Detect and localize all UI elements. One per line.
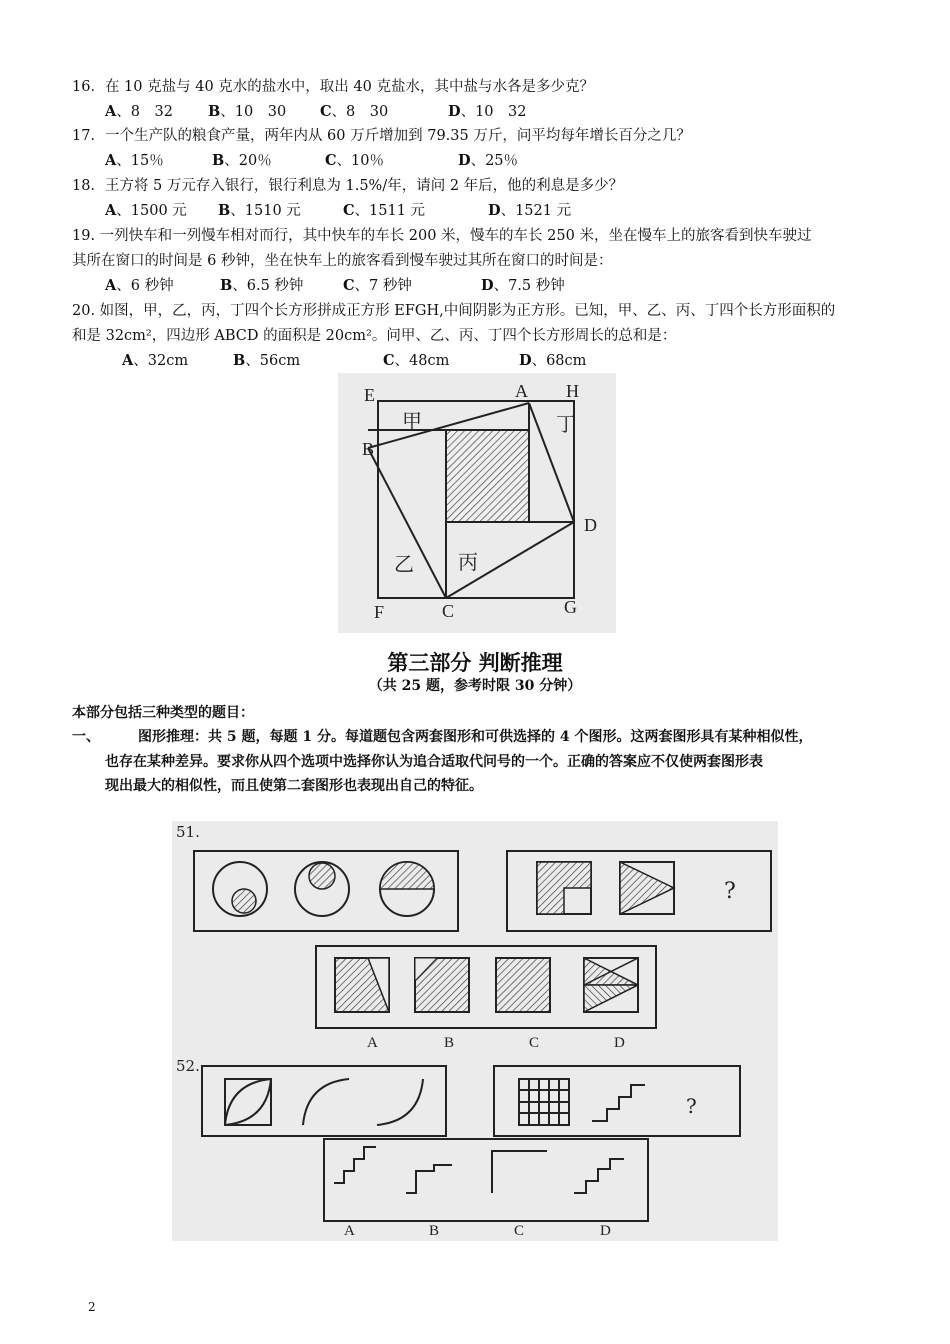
q17-text: 17．一个生产队的粮食产量，两年内从 60 万斤增加到 79.35 万斤，问平均每年增长百分之几？	[72, 128, 691, 144]
q19-option-c: C、7 秒钟	[343, 277, 412, 294]
label-ding: 丁	[556, 412, 576, 436]
q20-figure	[338, 373, 616, 633]
q19-option-b: B、6.5 秒钟	[220, 277, 304, 294]
q52-label-d: D	[600, 1223, 611, 1239]
q52-label-a: A	[344, 1223, 355, 1239]
section-intro: 本部分包括三种类型的题目：	[72, 705, 254, 721]
item-line-3: 现出最大的相似性，而且使第二套图形也表现出自己的特征。	[105, 778, 483, 794]
q51-label-a: A	[367, 1035, 378, 1051]
q18-text: 18．王方将 5 万元存入银行，银行利息为 1.5%/年，请问 2 年后，他的利息是多少？	[72, 178, 624, 194]
item-number: 一、	[72, 729, 100, 745]
q17-option-b: B、20％	[212, 152, 272, 169]
label-jia: 甲	[402, 409, 422, 433]
section-title: 第三部分 判断推理	[387, 650, 563, 675]
q18-option-c: C、1511 元	[343, 202, 426, 219]
q19-text-line1: 19. 一列快车和一列慢车相对而行，其中快车的车长 200 米，慢车的车长 250 米，坐在慢车上的旅客看到快车驶过	[72, 228, 812, 244]
q18-option-d: D、1521 元	[488, 202, 572, 219]
item-line-1: 图形推理：共 5 题，每题 1 分。每道题包含两套图形和可供选择的 4 个图形。这两套图形具有某种相似性，	[138, 729, 813, 745]
page-number: 2	[88, 1300, 96, 1314]
label-b: B	[362, 439, 375, 459]
q51-number: 51.	[176, 823, 200, 841]
q16-option-d: D、10 32	[448, 103, 527, 120]
q51-label-b: B	[444, 1035, 455, 1051]
section-subtitle: （共 25 题，参考时限 30 分钟）	[368, 678, 582, 694]
label-d: D	[584, 515, 597, 535]
label-h: H	[566, 381, 579, 401]
q17-option-a: A、15％	[105, 152, 164, 169]
q19-option-a: A、6 秒钟	[105, 277, 174, 294]
shaded-square	[446, 430, 529, 522]
q19-option-d: D、7.5 秒钟	[481, 277, 565, 294]
q16-text: 16．在 10 克盐与 40 克水的盐水中，取出 40 克盐水，其中盐与水各是多少克？	[72, 79, 594, 95]
q20-option-c: C、48cm	[383, 352, 450, 369]
q20-text-line1: 20. 如图，甲，乙，丙，丁四个长方形拼成正方形 EFGH,中间阴影为正方形。已知，甲、乙、丙、丁四个长方形面积的	[72, 303, 836, 319]
q52-label-b: B	[429, 1223, 440, 1239]
label-g: G	[564, 597, 577, 617]
q20-option-a: A、32cm	[122, 352, 189, 369]
q52-question-mark: ?	[686, 1094, 697, 1118]
q20-option-b: B、56cm	[233, 352, 301, 369]
label-c: C	[442, 601, 455, 621]
q17-option-d: D、25％	[458, 152, 519, 169]
label-e: E	[364, 385, 375, 405]
q17-option-c: C、10％	[325, 152, 384, 169]
q19-text-line2: 其所在窗口的时间是 6 秒钟，坐在快车上的旅客看到慢车驶过其所在窗口的时间是：	[72, 253, 613, 269]
q18-option-a: A、1500 元	[105, 202, 187, 219]
item-line-2: 也存在某种差异。要求你从四个选项中选择你认为追合适取代问号的一个。正确的答案应不仅使两套图形表	[105, 754, 763, 770]
q20-text-line2: 和是 32cm²，四边形 ABCD 的面积是 20cm²。问甲、乙、丙、丁四个长方形周长的总和是：	[72, 328, 677, 344]
label-f: F	[374, 602, 385, 622]
q52-label-c: C	[514, 1223, 525, 1239]
q20-option-d: D、68cm	[519, 352, 587, 369]
label-a: A	[515, 381, 528, 401]
q16-option-c: C、8 30	[320, 103, 389, 120]
q51-question-mark: ?	[724, 879, 736, 904]
q52-number: 52.	[176, 1057, 200, 1075]
q18-option-b: B、1510 元	[218, 202, 301, 219]
label-yi: 乙	[394, 552, 414, 576]
q51-label-c: C	[529, 1035, 540, 1051]
q16-option-a: A、8 32	[105, 103, 173, 120]
q51-label-d: D	[614, 1035, 625, 1051]
q16-option-b: B、10 30	[208, 103, 287, 120]
label-bing: 丙	[458, 550, 478, 574]
graphic-reasoning-figure	[172, 821, 778, 1241]
